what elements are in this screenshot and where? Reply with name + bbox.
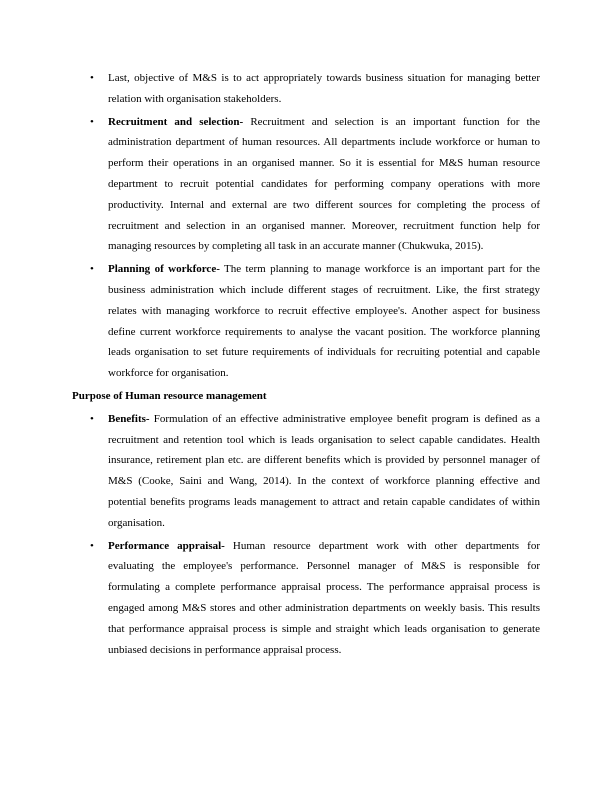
bullet-list-hr-purpose (72, 409, 540, 661)
item-title: Planning of workforce- (108, 263, 220, 276)
item-text: Last, objective of M&S is to act appropriately towards business situation for managing better relation with organisation stakeholders. (108, 72, 540, 105)
item-title: Benefits- (108, 412, 150, 425)
item-text: Human resource department work with other departments for evaluating the employee's performance. Personnel manager of M&S is responsible for formulating a complete performance appraisal process. The performance appraisal process is engaged among M&S stores and other administration departments on weekly basis. This results that performance appraisal process is simple and straight which leads organisation to generate unbiased decisions in performance appraisal process. (108, 539, 541, 656)
list-item (72, 112, 540, 258)
list-item (72, 536, 540, 661)
item-text: The term planning to manage workforce is an important part for the business administration which include different stages of recruitment. Like, the first strategy relates with managing workforce to recruit effective employee's. Another aspect for business define current workforce requirements to analyse the vacant position. The workforce planning leads organisation to set future requirements of individuals for recruiting potential and capable workforce for organisation. (108, 263, 540, 380)
item-text: Recruitment and selection is an important function for the administration department of human resources. All departments include workforce or human to perform their operations in an organised manner. So it is essential for M&S human resource department to recruit potential candidates for performing company operations with more productivity. Internal and external are two different sources for completing the process of recruitment and selection in an organised manner. Moreover, recruitment function help for managing resources by completing all task in an accurate manner (Chukwuka, 2015). (108, 115, 540, 253)
item-title: Performance appraisal- (108, 539, 225, 552)
bullet-list-hr-functions (72, 68, 540, 384)
list-item (72, 68, 540, 110)
bullet-icon: • (90, 263, 94, 276)
list-item (72, 259, 540, 384)
bullet-icon: • (90, 72, 94, 84)
section-heading: Purpose of Human resource management (72, 389, 267, 402)
list-item (72, 409, 540, 534)
bullet-icon: • (90, 412, 94, 425)
page-content (72, 68, 540, 662)
item-title: Recruitment and selection- (108, 115, 244, 128)
bullet-icon: • (90, 115, 94, 128)
item-text: Formulation of an effective administrative employee benefit program is defined as a recruitment and retention tool which is leads organisation to select capable candidates. Health insurance, retirement plan etc. are different benefits which is provided by personnel manager of M&S (Cooke, Saini and Wang, 2014). In the context of workforce planning effective and potential benefits programs leads management to attract and retain capable candidates of within organisation. (108, 412, 540, 529)
bullet-icon: • (90, 539, 94, 552)
